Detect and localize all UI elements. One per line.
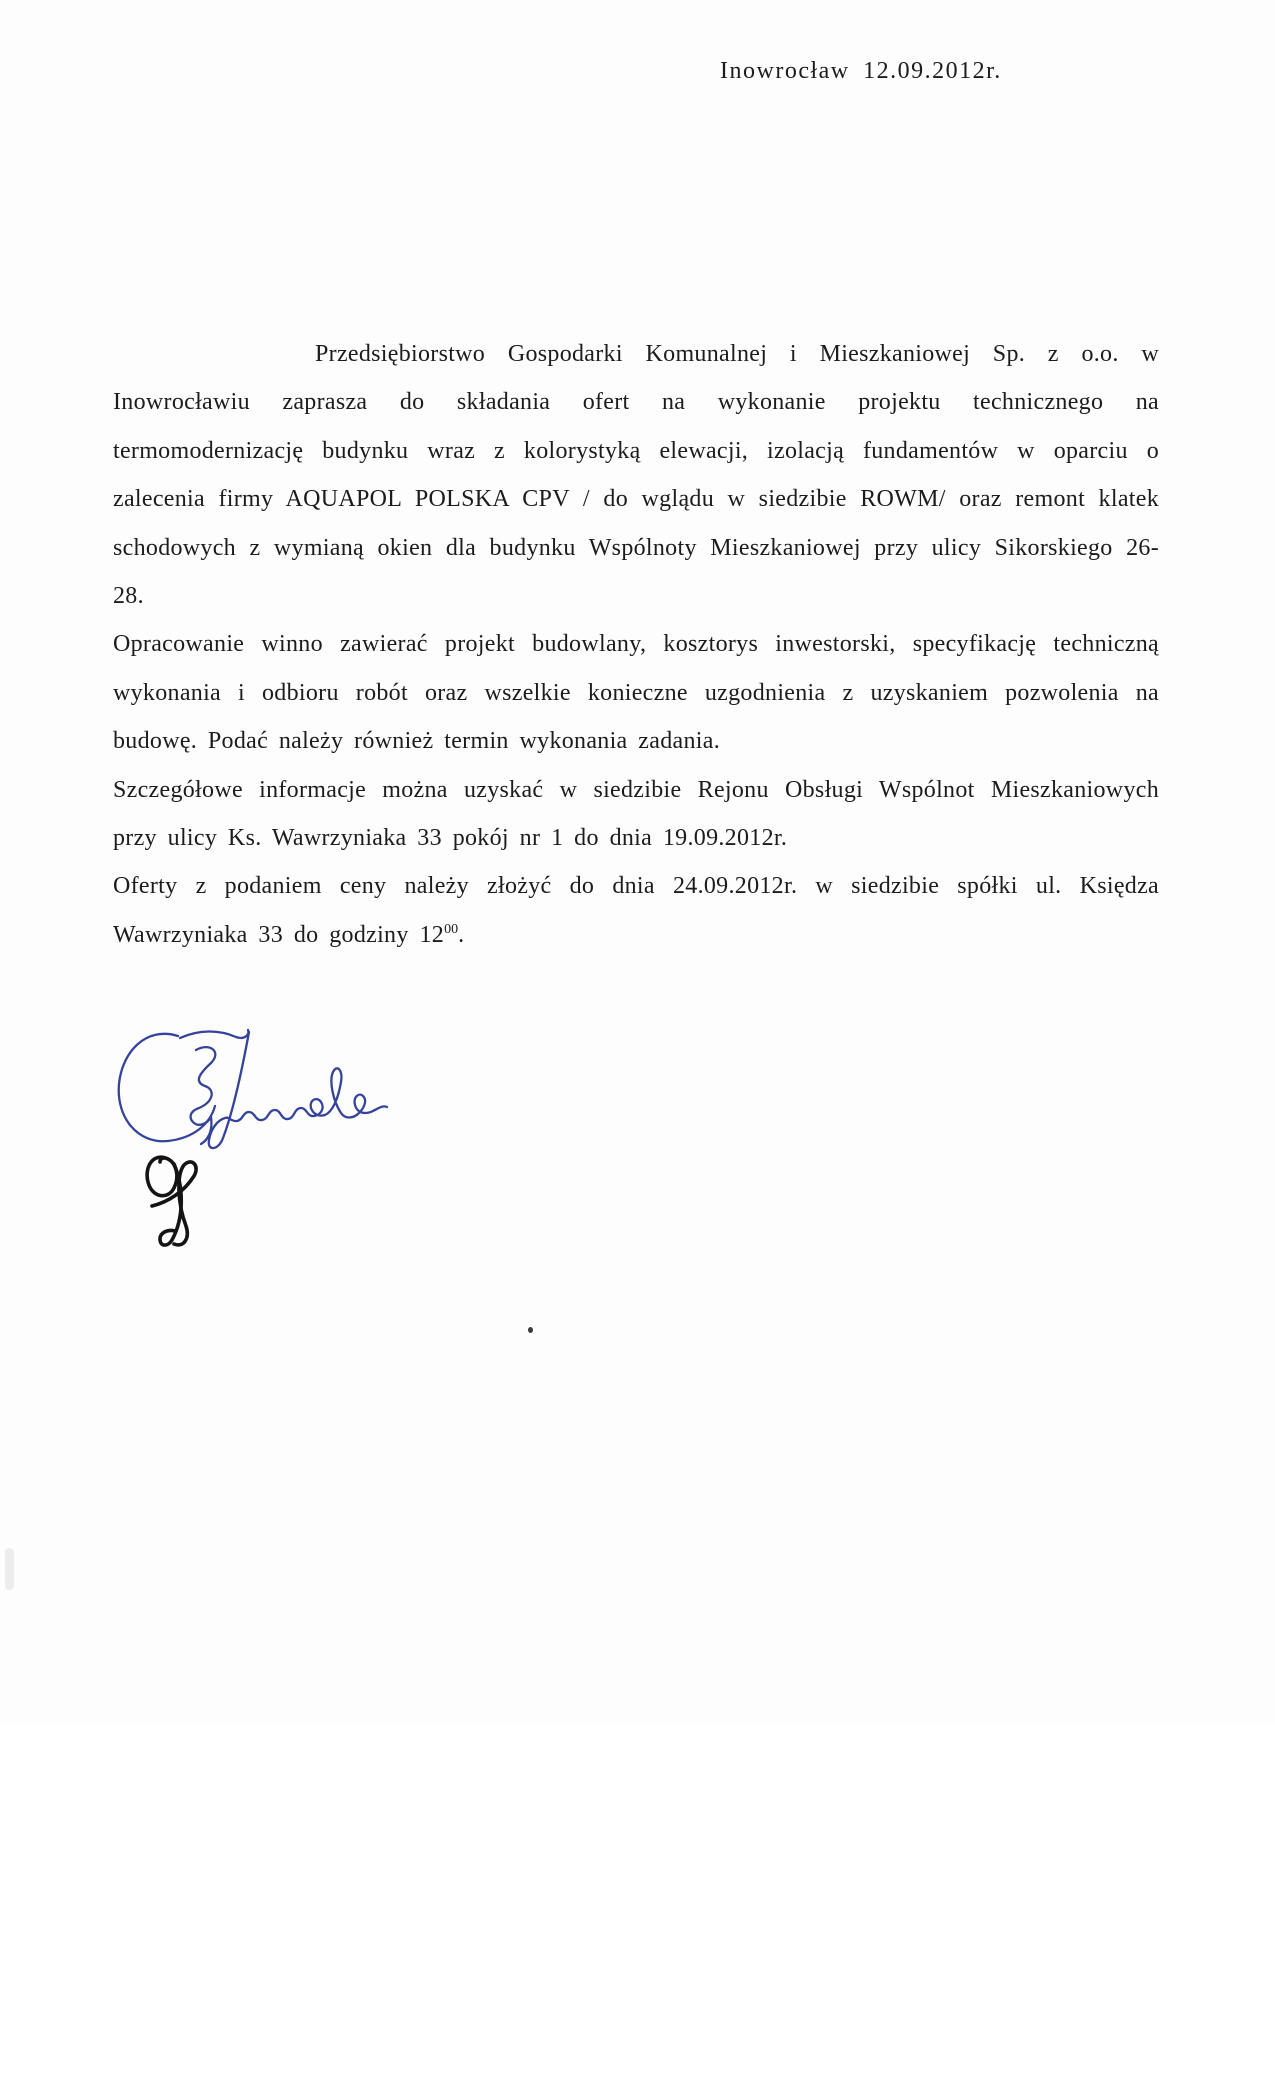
scan-smudge <box>5 1548 14 1590</box>
paragraph-scope: Opracowanie winno zawierać projekt budowlany, kosztorys inwestorski, specyfikację techniczną wykonania i odbioru robót oraz wszelkie konieczne uzgodnienia z uzyskaniem pozwolenia na budowę. Podać należy również termin wykonania zadania. <box>113 631 1159 755</box>
paragraph-info: Szczegółowe informacje można uzyskać w siedzibie Rejonu Obsługi Wspólnot Mieszkaniowych przy ulicy Ks. Wawrzyniaka 33 pokój nr 1 do dnia 19.09.2012r. <box>113 776 1159 852</box>
signature-top-wave-stroke <box>180 1030 248 1038</box>
paragraph-offers <box>113 862 1159 959</box>
signature-descender-cursive-stroke <box>209 1032 387 1148</box>
paragraph-invitation: Przedsiębiorstwo Gospodarki Komunalnej i Mieszkaniowej Sp. z o.o. w Inowrocławiu zaprasza do składania ofert na wykonanie projektu technicznego na termomodernizację budynku wraz z kolorystyką elewacji, izolacją fundamentów w oparciu o zalecenia firmy AQUAPOL POLSKA CPV / do wglądu w siedzibie ROWM/ oraz remont klatek schodowych z wymianą okien dla budynku Wspólnoty Mieszkaniowej przy ulicy Sikorskiego 26-28. <box>113 341 1159 610</box>
paragraph-offers-text: Oferty z podaniem ceny należy złożyć do dnia 24.09.2012r. w siedzibie spółki ul. Księdza Wawrzyniaka 33 do godziny 12 <box>113 873 1159 948</box>
letter-body <box>113 330 1159 959</box>
ink-speck <box>528 1327 533 1333</box>
signature-blue-ink <box>110 1020 400 1160</box>
time-superscript: 00 <box>444 921 459 937</box>
paragraph-offers-period: . <box>458 921 465 948</box>
date-line: Inowrocław 12.09.2012r. <box>720 58 1002 84</box>
paraph-loop-stroke <box>147 1157 177 1196</box>
signature-black-paraph <box>138 1148 218 1253</box>
